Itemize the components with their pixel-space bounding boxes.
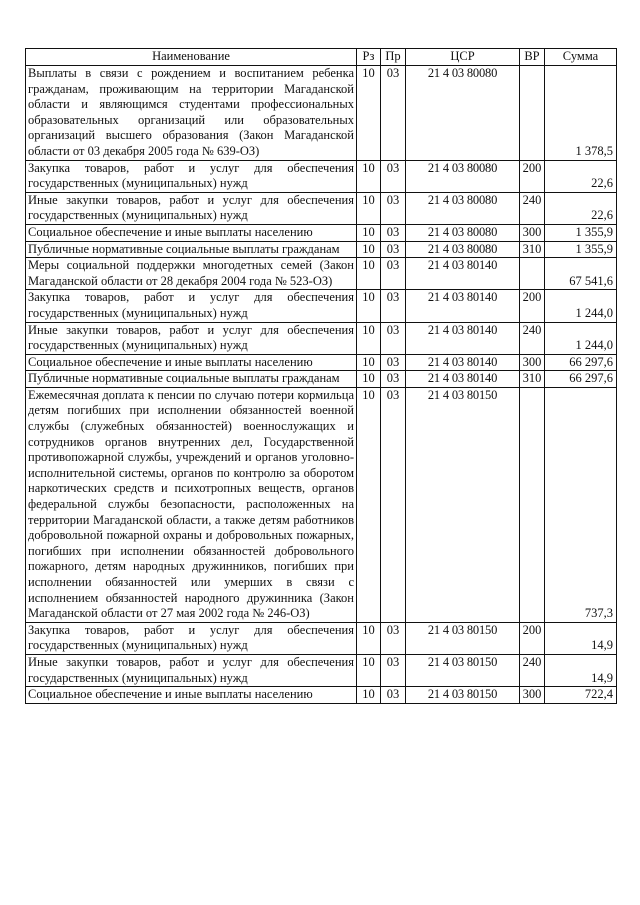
cell-sum: 1 355,9 (545, 241, 617, 258)
cell-csr: 21 4 03 80080 (406, 241, 520, 258)
cell-sum: 66 297,6 (545, 371, 617, 388)
table-row (26, 387, 617, 622)
cell-pr: 03 (381, 371, 406, 388)
cell-sum: 737,3 (545, 387, 617, 622)
table-row (26, 371, 617, 388)
budget-table (25, 48, 617, 704)
cell-rz: 10 (357, 371, 381, 388)
table-row (26, 354, 617, 371)
table-row (26, 622, 617, 654)
cell-vr: 200 (520, 622, 545, 654)
cell-rz: 10 (357, 192, 381, 224)
cell-rz: 10 (357, 241, 381, 258)
budget-document-page (25, 48, 616, 704)
table-row (26, 654, 617, 686)
cell-rz: 10 (357, 687, 381, 704)
table-header-row (26, 49, 617, 66)
cell-name: Социальное обеспечение и иные выплаты населению (26, 687, 357, 704)
cell-name: Иные закупки товаров, работ и услуг для обеспечения государственных (муниципальных) нужд (26, 322, 357, 354)
cell-csr: 21 4 03 80150 (406, 654, 520, 686)
cell-vr: 300 (520, 224, 545, 241)
header-pr: Пр (381, 49, 406, 66)
cell-name: Социальное обеспечение и иные выплаты населению (26, 354, 357, 371)
cell-name: Социальное обеспечение и иные выплаты населению (26, 224, 357, 241)
cell-sum: 1 244,0 (545, 290, 617, 322)
table-row (26, 224, 617, 241)
cell-csr: 21 4 03 80150 (406, 622, 520, 654)
cell-sum: 22,6 (545, 160, 617, 192)
cell-pr: 03 (381, 258, 406, 290)
cell-pr: 03 (381, 322, 406, 354)
cell-rz: 10 (357, 387, 381, 622)
cell-name: Выплаты в связи с рождением и воспитанием ребенка гражданам, проживающим на территории Магаданской области и являющимся студентами профессиональных образовательных организаций или образовательных организаций высшего образования (Закон Магаданской области от 03 декабря 2005 года № 639-ОЗ) (26, 66, 357, 161)
cell-rz: 10 (357, 290, 381, 322)
cell-csr: 21 4 03 80080 (406, 160, 520, 192)
table-row (26, 241, 617, 258)
cell-pr: 03 (381, 192, 406, 224)
table-row (26, 290, 617, 322)
cell-pr: 03 (381, 622, 406, 654)
cell-name: Ежемесячная доплата к пенсии по случаю потери кормильца детям погибших при исполнении обязанностей военной службы (служебных обязанностей) военнослужащих и сотрудников органов внутренних дел, Государственной противопожарной службы, учреждений и органов уголовно-исполнительной системы, органов по контролю за оборотом наркотических средств и психотропных веществ, органов федеральной службы безопасности, расположенных на территории Магаданской области, а также детям работников добровольной пожарной охраны и добровольных пожарных, погибших при исполнении обязанностей добровольного пожарного, детям народных дружинников, погибших при исполнении обязанностей или умерших в связи с исполнением обязанностей народного дружинника (Закон Магаданской области от 27 мая 2002 года № 246-ОЗ) (26, 387, 357, 622)
cell-vr: 200 (520, 160, 545, 192)
table-row (26, 258, 617, 290)
header-rz: Рз (357, 49, 381, 66)
cell-pr: 03 (381, 687, 406, 704)
header-sum: Сумма (545, 49, 617, 66)
cell-sum: 722,4 (545, 687, 617, 704)
cell-rz: 10 (357, 322, 381, 354)
cell-rz: 10 (357, 622, 381, 654)
cell-vr: 300 (520, 687, 545, 704)
cell-csr: 21 4 03 80080 (406, 66, 520, 161)
table-row (26, 322, 617, 354)
cell-sum: 1 378,5 (545, 66, 617, 161)
header-name: Наименование (26, 49, 357, 66)
table-row (26, 687, 617, 704)
cell-sum: 1 355,9 (545, 224, 617, 241)
cell-vr: 240 (520, 654, 545, 686)
cell-name: Меры социальной поддержки многодетных семей (Закон Магаданской области от 28 декабря 2004 года № 523-ОЗ) (26, 258, 357, 290)
cell-name: Закупка товаров, работ и услуг для обеспечения государственных (муниципальных) нужд (26, 622, 357, 654)
cell-csr: 21 4 03 80140 (406, 290, 520, 322)
cell-vr (520, 66, 545, 161)
cell-pr: 03 (381, 224, 406, 241)
cell-rz: 10 (357, 66, 381, 161)
cell-sum: 66 297,6 (545, 354, 617, 371)
cell-name: Иные закупки товаров, работ и услуг для обеспечения государственных (муниципальных) нужд (26, 654, 357, 686)
cell-csr: 21 4 03 80150 (406, 687, 520, 704)
table-body (26, 66, 617, 704)
cell-sum: 14,9 (545, 654, 617, 686)
cell-csr: 21 4 03 80140 (406, 371, 520, 388)
cell-rz: 10 (357, 654, 381, 686)
cell-vr: 240 (520, 192, 545, 224)
cell-sum: 1 244,0 (545, 322, 617, 354)
cell-csr: 21 4 03 80150 (406, 387, 520, 622)
cell-name: Закупка товаров, работ и услуг для обеспечения государственных (муниципальных) нужд (26, 290, 357, 322)
cell-csr: 21 4 03 80080 (406, 192, 520, 224)
cell-name: Иные закупки товаров, работ и услуг для обеспечения государственных (муниципальных) нужд (26, 192, 357, 224)
cell-sum: 22,6 (545, 192, 617, 224)
cell-rz: 10 (357, 224, 381, 241)
cell-name: Публичные нормативные социальные выплаты гражданам (26, 241, 357, 258)
cell-pr: 03 (381, 290, 406, 322)
header-csr: ЦСР (406, 49, 520, 66)
cell-csr: 21 4 03 80140 (406, 322, 520, 354)
cell-pr: 03 (381, 66, 406, 161)
cell-vr: 310 (520, 241, 545, 258)
cell-sum: 67 541,6 (545, 258, 617, 290)
cell-pr: 03 (381, 387, 406, 622)
table-row (26, 192, 617, 224)
cell-rz: 10 (357, 160, 381, 192)
cell-vr: 310 (520, 371, 545, 388)
cell-name: Публичные нормативные социальные выплаты гражданам (26, 371, 357, 388)
cell-vr: 300 (520, 354, 545, 371)
cell-csr: 21 4 03 80140 (406, 258, 520, 290)
cell-pr: 03 (381, 354, 406, 371)
cell-rz: 10 (357, 258, 381, 290)
cell-name: Закупка товаров, работ и услуг для обеспечения государственных (муниципальных) нужд (26, 160, 357, 192)
header-vr: ВР (520, 49, 545, 66)
cell-vr (520, 387, 545, 622)
cell-pr: 03 (381, 160, 406, 192)
table-row (26, 160, 617, 192)
cell-vr: 240 (520, 322, 545, 354)
cell-sum: 14,9 (545, 622, 617, 654)
cell-rz: 10 (357, 354, 381, 371)
cell-pr: 03 (381, 241, 406, 258)
cell-pr: 03 (381, 654, 406, 686)
cell-csr: 21 4 03 80080 (406, 224, 520, 241)
cell-csr: 21 4 03 80140 (406, 354, 520, 371)
cell-vr (520, 258, 545, 290)
table-row (26, 66, 617, 161)
cell-vr: 200 (520, 290, 545, 322)
